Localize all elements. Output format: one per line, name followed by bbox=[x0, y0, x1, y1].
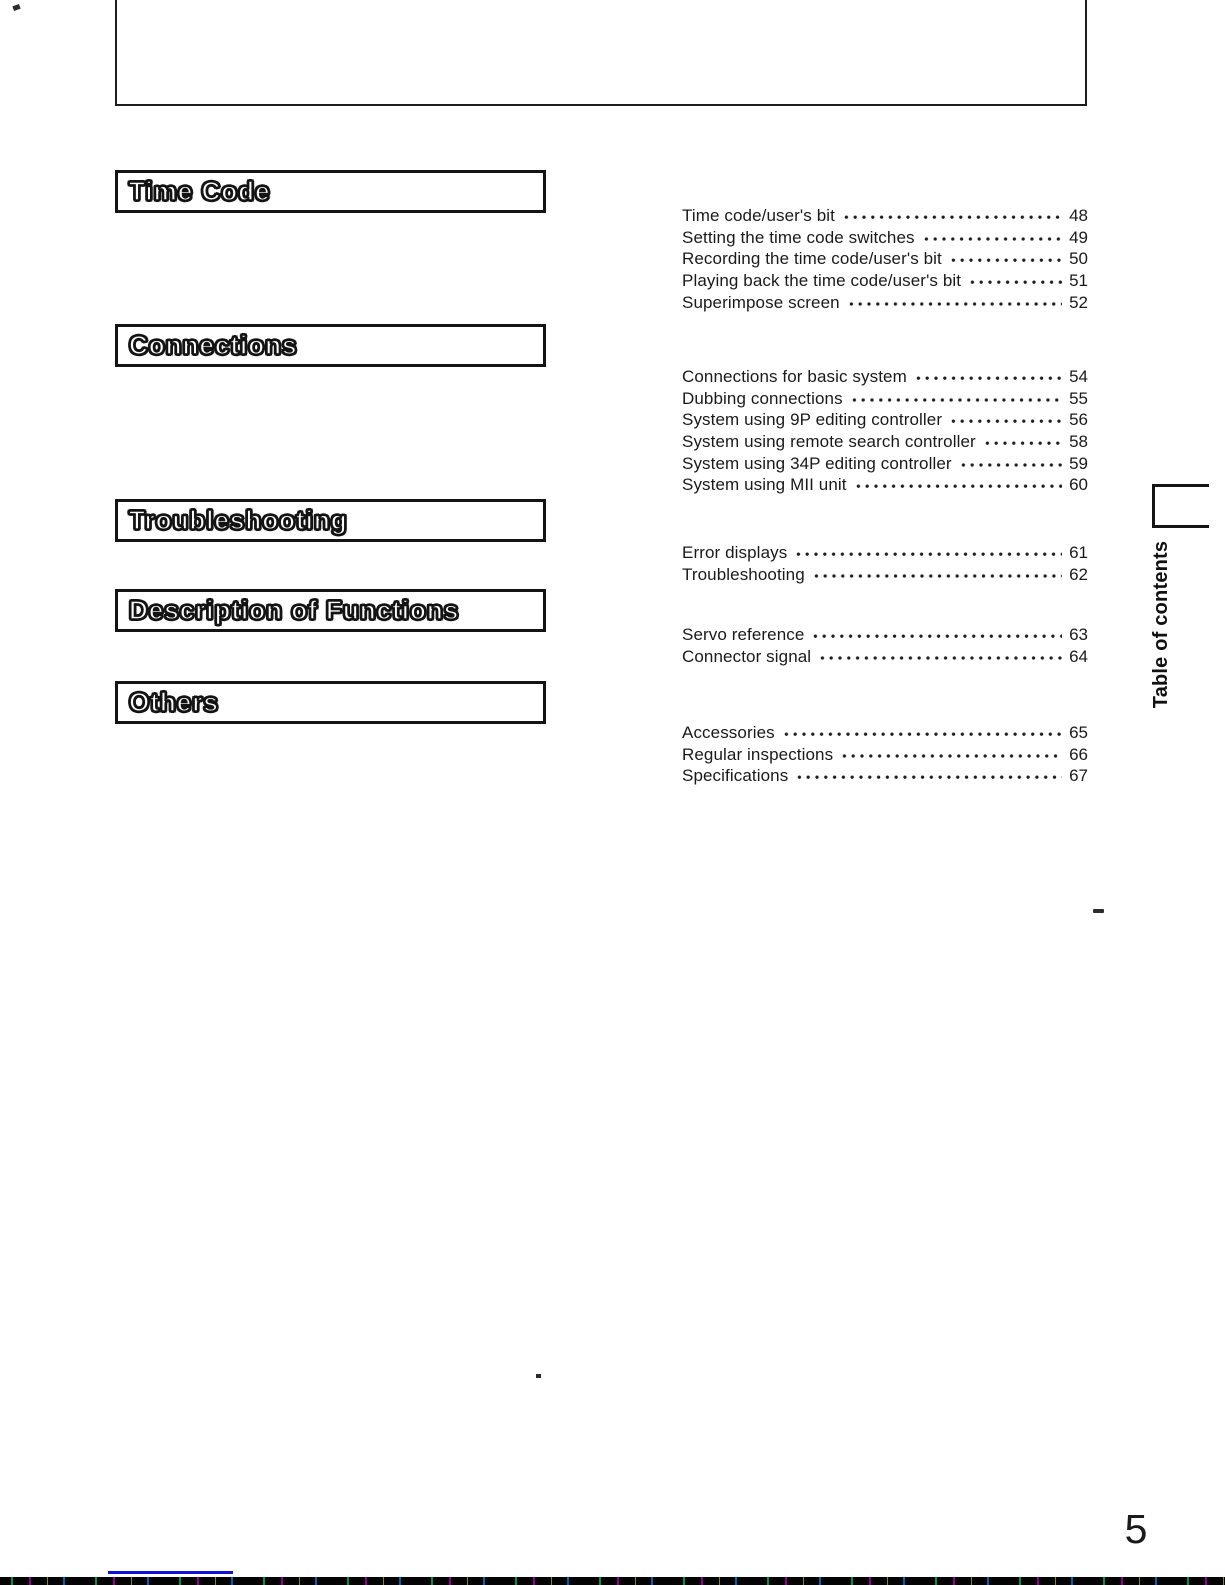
dot-leader bbox=[812, 564, 1062, 586]
dot-leader bbox=[959, 453, 1062, 475]
toc-entry-label: Setting the time code switches bbox=[682, 227, 915, 247]
toc-entry bbox=[682, 431, 1088, 453]
toc-entry-page: 66 bbox=[1069, 744, 1088, 764]
toc-entry-page: 63 bbox=[1069, 625, 1088, 644]
toc-entry-label: System using 9P editing controller bbox=[682, 410, 943, 430]
section-header-label: Others bbox=[129, 687, 219, 717]
dot-leader bbox=[850, 388, 1062, 410]
toc-entry-label: Recording the time code/user's bit bbox=[682, 249, 942, 269]
toc-group-others bbox=[682, 722, 1088, 787]
dot-leader bbox=[818, 646, 1062, 668]
toc-entry-page: 64 bbox=[1069, 646, 1088, 666]
side-tab-box bbox=[1152, 484, 1209, 528]
page-number: 5 bbox=[1124, 1506, 1148, 1552]
dot-leader bbox=[847, 292, 1062, 314]
toc-entry bbox=[682, 744, 1088, 766]
toc-entry-page: 61 bbox=[1069, 543, 1088, 562]
toc-entry-label: Playing back the time code/user's bit bbox=[682, 271, 962, 291]
dot-leader bbox=[794, 542, 1062, 564]
section-header-others bbox=[115, 681, 546, 724]
toc-entry bbox=[682, 646, 1088, 668]
toc-group-troubleshooting bbox=[682, 542, 1088, 585]
toc-entry bbox=[682, 227, 1088, 249]
toc-entry-label: Specifications bbox=[682, 766, 789, 786]
toc-entry-label: Servo reference bbox=[682, 625, 805, 644]
toc-entry-label: Superimpose screen bbox=[682, 292, 840, 312]
section-header-description-of-functions bbox=[115, 589, 546, 632]
toc-entry bbox=[682, 765, 1088, 787]
toc-entry-page: 52 bbox=[1069, 292, 1088, 312]
scan-artifact bbox=[536, 1374, 541, 1378]
toc-entry-page: 58 bbox=[1069, 432, 1088, 452]
toc-entry-page: 54 bbox=[1069, 367, 1088, 386]
section-header-label: Connections bbox=[129, 330, 298, 360]
section-header-label: Description of Functions bbox=[129, 595, 460, 625]
toc-entry-label: Accessories bbox=[682, 723, 775, 742]
toc-entry bbox=[682, 624, 1088, 646]
toc-group-connections bbox=[682, 366, 1088, 496]
dot-leader bbox=[811, 624, 1062, 646]
toc-entry-label: Connections for basic system bbox=[682, 367, 907, 386]
toc-entry bbox=[682, 205, 1088, 227]
toc-entry bbox=[682, 453, 1088, 475]
section-header-label: Troubleshooting bbox=[129, 505, 348, 535]
dot-leader bbox=[782, 722, 1062, 744]
scan-artifact bbox=[1093, 909, 1104, 913]
toc-entry-label: Connector signal bbox=[682, 646, 812, 666]
dot-leader bbox=[922, 227, 1062, 249]
dot-leader bbox=[983, 431, 1062, 453]
section-header-troubleshooting bbox=[115, 499, 546, 542]
dot-leader bbox=[854, 474, 1062, 496]
toc-entry-label: Troubleshooting bbox=[682, 564, 805, 584]
toc-entry-label: Regular inspections bbox=[682, 744, 834, 764]
dot-leader bbox=[949, 409, 1062, 431]
toc-entry bbox=[682, 722, 1088, 744]
toc-entry-label: System using remote search controller bbox=[682, 432, 976, 452]
toc-entry-page: 60 bbox=[1069, 475, 1088, 495]
toc-entry-label: Dubbing connections bbox=[682, 388, 843, 408]
toc-entry bbox=[682, 542, 1088, 564]
side-tab bbox=[1136, 536, 1188, 712]
dot-leader bbox=[968, 270, 1062, 292]
toc-entry-page: 48 bbox=[1069, 206, 1088, 225]
toc-entry bbox=[682, 366, 1088, 388]
toc-entry bbox=[682, 409, 1088, 431]
section-header-time-code bbox=[115, 170, 546, 213]
dot-leader bbox=[842, 205, 1062, 227]
toc-entry-page: 62 bbox=[1069, 564, 1088, 584]
toc-entry-page: 59 bbox=[1069, 453, 1088, 473]
toc-entry bbox=[682, 388, 1088, 410]
toc-entry-page: 49 bbox=[1069, 227, 1088, 247]
toc-entry-page: 65 bbox=[1069, 723, 1088, 742]
toc-entry bbox=[682, 564, 1088, 586]
toc-entry-page: 56 bbox=[1069, 410, 1088, 430]
toc-entry-label: System using 34P editing controller bbox=[682, 453, 952, 473]
toc-entry bbox=[682, 248, 1088, 270]
toc-entry bbox=[682, 270, 1088, 292]
dot-leader bbox=[795, 765, 1062, 787]
blue-underline bbox=[108, 1571, 233, 1574]
toc-entry-page: 51 bbox=[1069, 271, 1088, 291]
scan-artifact bbox=[12, 4, 20, 11]
toc-group-time-code bbox=[682, 205, 1088, 313]
top-frame bbox=[115, 0, 1087, 106]
dot-leader bbox=[949, 248, 1062, 270]
toc-entry bbox=[682, 292, 1088, 314]
side-tab-label: Table of contents bbox=[1150, 540, 1173, 708]
dot-leader bbox=[914, 366, 1062, 388]
toc-group-description-of-functions bbox=[682, 624, 1088, 667]
dot-leader bbox=[840, 744, 1062, 766]
toc-entry-label: System using MII unit bbox=[682, 475, 847, 495]
toc-entry-label: Time code/user's bit bbox=[682, 206, 835, 225]
toc-entry bbox=[682, 474, 1088, 496]
toc-entry-page: 50 bbox=[1069, 249, 1088, 269]
section-header-label: Time Code bbox=[129, 176, 271, 206]
toc-entry-page: 55 bbox=[1069, 388, 1088, 408]
toc-entry-label: Error displays bbox=[682, 543, 788, 562]
toc-entry-page: 67 bbox=[1069, 766, 1088, 786]
section-header-connections bbox=[115, 324, 546, 367]
bottom-scan-edge bbox=[0, 1577, 1225, 1585]
